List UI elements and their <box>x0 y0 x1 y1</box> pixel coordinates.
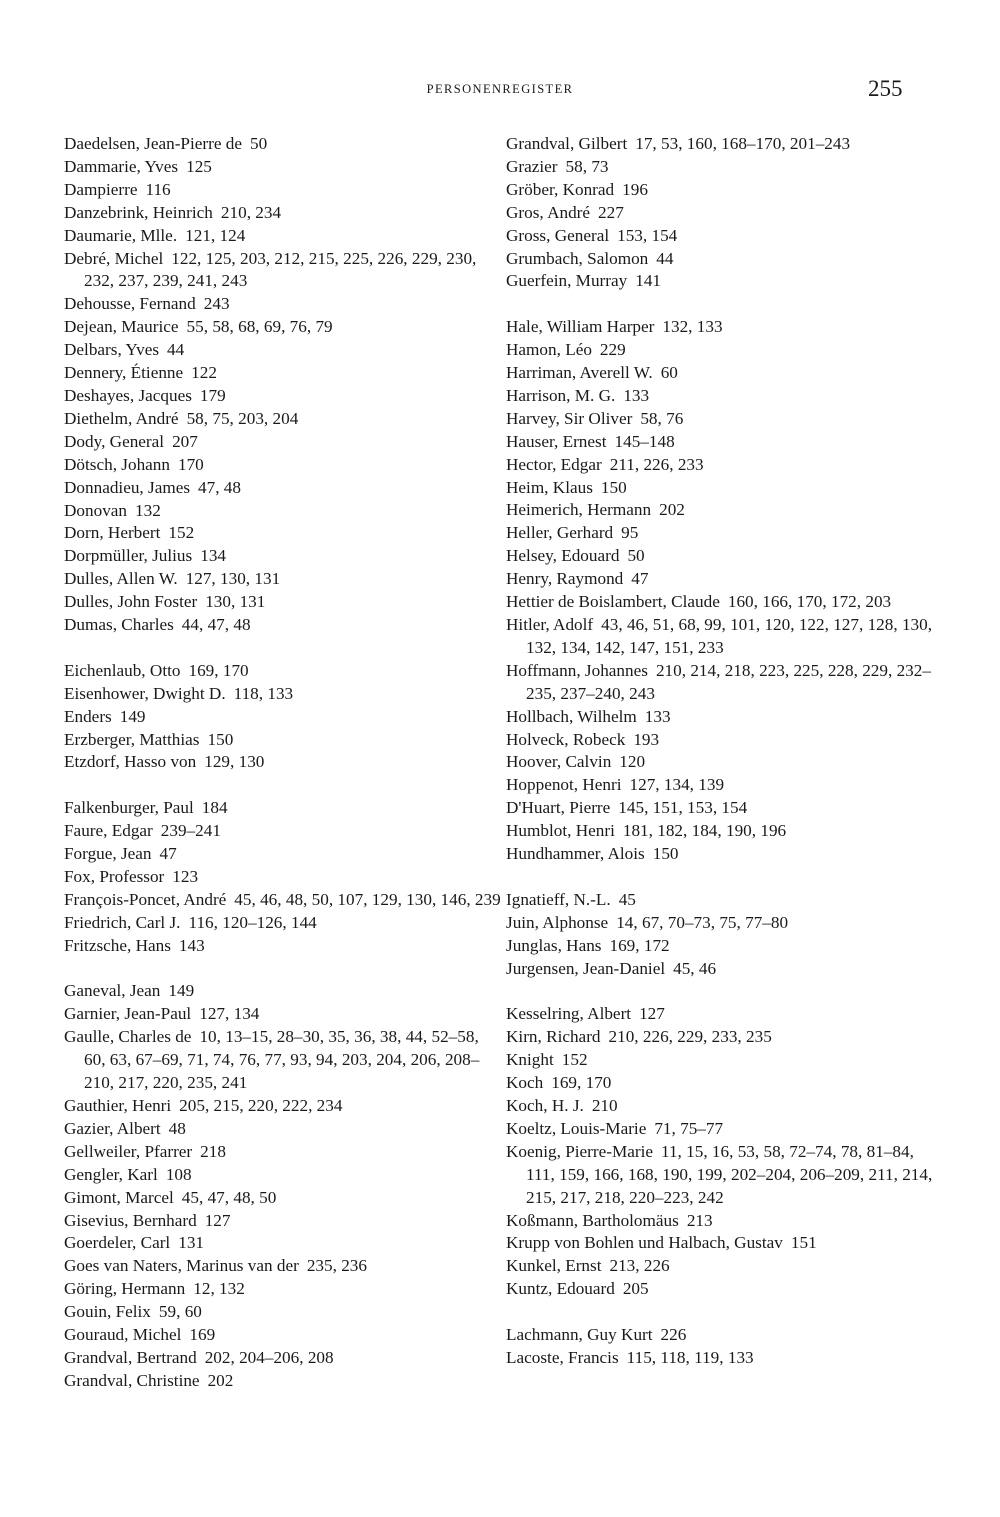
entry-name: Gazier, Albert <box>64 1118 161 1138</box>
entry-name: Dammarie, Yves <box>64 156 179 176</box>
entry-name: Hollbach, Wilhelm <box>506 706 637 726</box>
entry-pages: 160, 166, 170, 172, 203 <box>727 592 892 612</box>
index-entry <box>64 729 504 752</box>
letter-group-gap <box>506 981 946 1004</box>
entry-name: Enders <box>64 706 112 726</box>
index-entry <box>506 477 946 500</box>
index-column-right <box>506 133 946 1370</box>
entry-pages: 47 <box>631 569 649 589</box>
entry-pages: 55, 58, 68, 69, 76, 79 <box>186 317 333 337</box>
entry-name: Etzdorf, Hasso von <box>64 752 197 772</box>
entry-name: Ganeval, Jean <box>64 981 161 1001</box>
entry-name: Gengler, Karl <box>64 1164 158 1184</box>
entry-name: Juin, Alphonse <box>506 912 609 932</box>
entry-pages: 116, 120–126, 144 <box>188 912 317 932</box>
index-entry <box>64 1278 504 1301</box>
index-entry <box>506 339 946 362</box>
index-entry <box>506 935 946 958</box>
index-entry <box>64 797 504 820</box>
index-entry <box>506 156 946 179</box>
entry-pages: 17, 53, 160, 168–170, 201–243 <box>635 134 851 153</box>
index-entry <box>64 866 504 889</box>
entry-name: Jurgensen, Jean-Daniel <box>506 958 666 978</box>
entry-name: Garnier, Jean-Paul <box>64 1004 192 1024</box>
entry-pages: 125 <box>186 156 212 176</box>
entry-name: Hitler, Adolf <box>506 615 594 635</box>
letter-group-gap <box>64 958 504 981</box>
entry-name: Lachmann, Guy Kurt <box>506 1325 653 1345</box>
index-entry <box>506 729 946 752</box>
entry-name: Gauthier, Henri <box>64 1096 172 1116</box>
entry-pages: 205, 215, 220, 222, 234 <box>179 1096 343 1116</box>
letter-group-gap <box>506 1301 946 1324</box>
index-entry <box>506 1095 946 1118</box>
entry-name: Deshayes, Jacques <box>64 385 192 405</box>
index-entry <box>64 660 504 683</box>
index-entry <box>506 1210 946 1233</box>
entry-pages: 47 <box>159 844 177 864</box>
index-entry <box>64 545 504 568</box>
entry-name: Dody, General <box>64 431 165 451</box>
entry-name: Gellweiler, Pfarrer <box>64 1141 193 1161</box>
entry-pages: 226 <box>660 1325 687 1345</box>
index-entry <box>64 1118 504 1141</box>
index-entry <box>506 1255 946 1278</box>
entry-name: Debré, Michel <box>64 248 164 268</box>
index-entry <box>506 248 946 271</box>
entry-name: Hoover, Calvin <box>506 752 612 772</box>
entry-pages: 151 <box>790 1233 817 1253</box>
entry-pages: 116 <box>145 179 171 199</box>
entry-pages: 127 <box>204 1210 231 1230</box>
index-entry <box>506 431 946 454</box>
index-entry <box>64 1095 504 1118</box>
entry-name: Guerfein, Murray <box>506 271 628 291</box>
index-entry <box>506 797 946 820</box>
entry-pages: 181, 182, 184, 190, 196 <box>622 821 787 841</box>
index-entry <box>64 362 504 385</box>
entry-name: Faure, Edgar <box>64 821 153 841</box>
entry-pages: 145, 151, 153, 154 <box>618 798 748 818</box>
index-entry <box>64 1324 504 1347</box>
entry-pages: 133 <box>644 706 671 726</box>
entry-name: Heim, Klaus <box>506 477 593 497</box>
index-entry <box>506 408 946 431</box>
entry-name: Göring, Hermann <box>64 1279 186 1299</box>
index-entry <box>506 912 946 935</box>
entry-name: Gisevius, Bernhard <box>64 1210 197 1230</box>
entry-pages: 132 <box>135 500 161 520</box>
entry-name: Heimerich, Hermann <box>506 500 652 520</box>
entry-pages: 239–241 <box>160 821 221 841</box>
entry-name: Hundhammer, Alois <box>506 844 645 864</box>
entry-name: Dampierre <box>64 179 138 199</box>
entry-pages: 210 <box>591 1096 618 1116</box>
entry-pages: 169, 172 <box>609 935 670 955</box>
entry-name: Harvey, Sir Oliver <box>506 408 633 428</box>
index-entry <box>64 1141 504 1164</box>
entry-name: Hamon, Léo <box>506 340 592 360</box>
index-entry <box>64 1347 504 1370</box>
entry-pages: 133 <box>623 385 650 405</box>
entry-name: Koeltz, Louis-Marie <box>506 1118 647 1138</box>
entry-pages: 115, 118, 119, 133 <box>626 1347 754 1367</box>
entry-pages: 43, 46, 51, 68, 99, 101, 120, 122, 127, 128, 130, 132, 134, 142, 147, 151, 233 <box>526 615 933 657</box>
index-entry <box>64 156 504 179</box>
entry-pages: 108 <box>165 1164 192 1184</box>
entry-name: Falkenburger, Paul <box>64 798 194 818</box>
entry-name: Erzberger, Matthias <box>64 729 200 749</box>
entry-name: Gaulle, Charles de <box>64 1027 192 1047</box>
index-entry <box>64 889 504 912</box>
index-entry <box>506 316 946 339</box>
index-entry <box>506 591 946 614</box>
entry-pages: 202, 204–206, 208 <box>204 1347 334 1367</box>
entry-pages: 58, 75, 203, 204 <box>186 408 299 428</box>
entry-name: Harriman, Averell W. <box>506 363 653 383</box>
entry-name: Harrison, M. G. <box>506 385 616 405</box>
entry-name: Helsey, Edouard <box>506 546 620 566</box>
index-entry <box>64 133 504 156</box>
entry-name: Ignatieff, N.-L. <box>506 889 611 909</box>
entry-name: Goerdeler, Carl <box>64 1233 171 1253</box>
index-entry <box>64 431 504 454</box>
index-entry <box>506 385 946 408</box>
entry-name: Grandval, Bertrand <box>64 1347 197 1367</box>
entry-name: Grumbach, Salomon <box>506 248 649 268</box>
entry-name: D'Huart, Pierre <box>506 798 611 818</box>
entry-pages: 213, 226 <box>609 1256 670 1276</box>
entry-name: Donnadieu, James <box>64 477 191 497</box>
index-entry <box>506 706 946 729</box>
index-entry <box>506 179 946 202</box>
index-entry <box>64 202 504 225</box>
entry-name: Dulles, John Foster <box>64 592 198 612</box>
entry-pages: 153, 154 <box>617 225 678 245</box>
entry-name: Dehousse, Fernand <box>64 294 196 314</box>
entry-pages: 59, 60 <box>158 1302 202 1322</box>
entry-name: Dorn, Herbert <box>64 523 161 543</box>
entry-name: François-Poncet, André <box>64 889 227 909</box>
entry-name: Henry, Raymond <box>506 569 624 589</box>
entry-name: Eisenhower, Dwight D. <box>64 683 226 703</box>
index-entry <box>64 980 504 1003</box>
entry-name: Kuntz, Edouard <box>506 1279 615 1299</box>
entry-pages: 150 <box>652 844 679 864</box>
entry-pages: 207 <box>172 431 198 451</box>
entry-pages: 202 <box>207 1370 234 1390</box>
index-entry <box>64 1255 504 1278</box>
entry-pages: 210, 234 <box>220 202 282 222</box>
index-entry <box>64 316 504 339</box>
entry-name: Knight <box>506 1050 554 1070</box>
entry-pages: 150 <box>600 477 627 497</box>
index-entry <box>506 133 946 156</box>
index-entry <box>506 751 946 774</box>
entry-pages: 45, 46 <box>673 958 717 978</box>
index-entry <box>506 362 946 385</box>
index-entry <box>64 843 504 866</box>
index-entry <box>506 1347 946 1370</box>
index-entry <box>506 202 946 225</box>
page-number: 255 <box>868 76 903 101</box>
entry-pages: 123 <box>172 866 199 886</box>
entry-pages: 131 <box>178 1233 204 1253</box>
index-entry <box>64 293 504 316</box>
index-entry <box>64 751 504 774</box>
entry-pages: 58, 73 <box>565 156 609 176</box>
entry-pages: 127 <box>639 1004 665 1024</box>
index-entry <box>64 591 504 614</box>
entry-name: Friedrich, Carl J. <box>64 912 181 932</box>
letter-group-gap <box>64 774 504 797</box>
entry-pages: 50 <box>250 134 268 153</box>
entry-name: Goes van Naters, Marinus van der <box>64 1256 299 1276</box>
entry-name: Daedelsen, Jean-Pierre de <box>64 134 242 153</box>
index-entry <box>64 225 504 248</box>
index-entry <box>506 774 946 797</box>
entry-pages: 44 <box>167 340 185 360</box>
entry-pages: 58, 76 <box>640 408 684 428</box>
entry-pages: 118, 133 <box>233 683 294 703</box>
entry-pages: 127, 134 <box>199 1004 260 1024</box>
entry-name: Hettier de Boislambert, Claude <box>506 592 720 612</box>
entry-name: Kunkel, Ernst <box>506 1256 602 1276</box>
entry-pages: 44, 47, 48 <box>181 615 251 635</box>
index-entry <box>506 1232 946 1255</box>
running-head: PERSONENREGISTER <box>426 82 574 96</box>
entry-pages: 95 <box>621 523 639 543</box>
entry-pages: 130, 131 <box>205 592 266 612</box>
entry-name: Hoppenot, Henri <box>506 775 622 795</box>
entry-name: Gimont, Marcel <box>64 1187 174 1207</box>
entry-pages: 45, 47, 48, 50 <box>181 1187 277 1207</box>
entry-name: Lacoste, Francis <box>506 1347 619 1367</box>
index-entry <box>506 1026 946 1049</box>
entry-name: Hauser, Ernest <box>506 431 607 451</box>
entry-name: Heller, Gerhard <box>506 523 614 543</box>
entry-pages: 196 <box>622 179 648 199</box>
entry-name: Forgue, Jean <box>64 844 152 864</box>
entry-pages: 60 <box>660 363 678 383</box>
entry-pages: 141 <box>635 271 662 291</box>
entry-pages: 129, 130 <box>204 752 265 772</box>
letter-group-gap <box>506 866 946 889</box>
index-entry <box>506 1278 946 1301</box>
entry-pages: 205 <box>622 1279 649 1299</box>
entry-pages: 71, 75–77 <box>654 1118 724 1138</box>
index-entry <box>64 683 504 706</box>
index-entry <box>506 225 946 248</box>
entry-pages: 152 <box>168 523 195 543</box>
index-entry <box>64 1003 504 1026</box>
entry-pages: 12, 132 <box>193 1279 245 1299</box>
entry-pages: 210, 214, 218, 223, 225, 228, 229, 232–235, 237–240, 243 <box>526 660 931 703</box>
entry-pages: 179 <box>199 385 226 405</box>
entry-pages: 235, 236 <box>306 1256 367 1276</box>
entry-pages: 120 <box>619 752 646 772</box>
index-entry <box>64 1370 504 1393</box>
entry-name: Junglas, Hans <box>506 935 602 955</box>
entry-pages: 132, 133 <box>662 317 723 337</box>
entry-pages: 44 <box>656 248 674 268</box>
entry-name: Koßmann, Bartholomäus <box>506 1210 679 1230</box>
entry-name: Koch, H. J. <box>506 1096 584 1116</box>
entry-pages: 122 <box>191 363 217 383</box>
entry-name: Daumarie, Mlle. <box>64 225 178 245</box>
index-entry <box>64 477 504 500</box>
entry-name: Hoffmann, Johannes <box>506 660 648 680</box>
entry-name: Dorpmüller, Julius <box>64 546 193 566</box>
entry-name: Donovan <box>64 500 128 520</box>
index-entry <box>64 1187 504 1210</box>
entry-pages: 213 <box>686 1210 713 1230</box>
entry-pages: 50 <box>627 546 645 566</box>
index-entry <box>506 1003 946 1026</box>
entry-name: Danzebrink, Heinrich <box>64 202 213 222</box>
index-entry <box>506 889 946 912</box>
entry-name: Gouraud, Michel <box>64 1325 182 1345</box>
entry-pages: 48 <box>168 1118 186 1138</box>
entry-pages: 211, 226, 233 <box>609 454 704 474</box>
entry-pages: 47, 48 <box>198 477 241 497</box>
index-entry <box>64 935 504 958</box>
index-entry <box>506 820 946 843</box>
entry-pages: 149 <box>168 981 195 1001</box>
entry-pages: 243 <box>203 294 230 314</box>
entry-name: Hector, Edgar <box>506 454 602 474</box>
entry-pages: 152 <box>561 1050 588 1070</box>
index-entry <box>506 660 946 706</box>
index-entry <box>64 1301 504 1324</box>
index-entry <box>506 1072 946 1095</box>
index-entry <box>64 339 504 362</box>
index-entry <box>64 408 504 431</box>
entry-pages: 149 <box>119 706 146 726</box>
entry-name: Hale, William Harper <box>506 317 655 337</box>
entry-name: Grandval, Christine <box>64 1370 200 1390</box>
entry-name: Kesselring, Albert <box>506 1004 632 1024</box>
index-entry <box>506 1324 946 1347</box>
entry-pages: 45, 46, 48, 50, 107, 129, 130, 146, 239 <box>234 889 501 909</box>
entry-pages: 14, 67, 70–73, 75, 77–80 <box>616 912 789 932</box>
entry-pages: 169, 170 <box>551 1073 612 1093</box>
index-entry <box>506 1141 946 1210</box>
entry-pages: 10, 13–15, 28–30, 35, 36, 38, 44, 52–58, 60, 63, 67–69, 71, 74, 76, 77, 93, 94, 203, 204, 206, 208–210, 217, 220, 235, 241 <box>84 1027 480 1093</box>
index-entry <box>506 614 946 660</box>
entry-name: Grandval, Gilbert <box>506 134 628 153</box>
index-entry <box>64 1232 504 1255</box>
entry-name: Dejean, Maurice <box>64 317 179 337</box>
entry-pages: 121, 124 <box>185 225 246 245</box>
entry-pages: 11, 15, 16, 53, 58, 72–74, 78, 81–84, 111, 159, 166, 168, 190, 199, 202–204, 206–209, 211, 214, 215, 217, 218, 220–223, 242 <box>526 1141 933 1207</box>
index-entry <box>506 270 946 293</box>
entry-pages: 218 <box>200 1141 226 1161</box>
entry-pages: 227 <box>598 202 624 222</box>
entry-name: Grazier <box>506 156 558 176</box>
entry-pages: 193 <box>633 729 660 749</box>
index-entry <box>64 454 504 477</box>
index-entry <box>64 522 504 545</box>
index-entry <box>506 522 946 545</box>
entry-name: Fox, Professor <box>64 866 165 886</box>
entry-pages: 134 <box>200 546 226 566</box>
index-entry <box>64 706 504 729</box>
entry-name: Eichenlaub, Otto <box>64 660 181 680</box>
entry-name: Gros, André <box>506 202 591 222</box>
index-entry <box>506 843 946 866</box>
index-entry <box>506 1049 946 1072</box>
entry-name: Delbars, Yves <box>64 340 160 360</box>
index-entry <box>506 545 946 568</box>
index-entry <box>64 568 504 591</box>
entry-pages: 169, 170 <box>188 660 249 680</box>
index-entry <box>506 568 946 591</box>
index-entry <box>64 1026 504 1095</box>
entry-name: Gouin, Felix <box>64 1302 151 1322</box>
letter-group-gap <box>64 637 504 660</box>
entry-name: Koch <box>506 1073 544 1093</box>
entry-name: Koenig, Pierre-Marie <box>506 1141 653 1161</box>
entry-pages: 145–148 <box>614 431 675 451</box>
entry-pages: 169 <box>189 1325 216 1345</box>
index-entry <box>506 1118 946 1141</box>
entry-pages: 229 <box>599 340 626 360</box>
entry-name: Gross, General <box>506 225 610 245</box>
index-entry <box>64 912 504 935</box>
index-entry <box>64 500 504 523</box>
entry-name: Holveck, Robeck <box>506 729 626 749</box>
entry-name: Dulles, Allen W. <box>64 569 178 589</box>
entry-pages: 202 <box>659 500 685 520</box>
entry-name: Dötsch, Johann <box>64 454 170 474</box>
index-entry <box>64 1164 504 1187</box>
entry-name: Kirn, Richard <box>506 1027 601 1047</box>
entry-name: Krupp von Bohlen und Halbach, Gustav <box>506 1233 783 1253</box>
entry-pages: 122, 125, 203, 212, 215, 225, 226, 229, 230, 232, 237, 239, 241, 243 <box>84 248 477 291</box>
index-entry <box>506 454 946 477</box>
entry-pages: 150 <box>207 729 234 749</box>
index-entry <box>64 248 504 294</box>
entry-name: Dumas, Charles <box>64 615 174 635</box>
index-entry <box>64 179 504 202</box>
entry-name: Dennery, Étienne <box>64 363 184 383</box>
entry-pages: 127, 134, 139 <box>629 775 725 795</box>
entry-pages: 127, 130, 131 <box>185 569 281 589</box>
entry-name: Humblot, Henri <box>506 821 615 841</box>
index-entry <box>506 958 946 981</box>
index-entry <box>64 385 504 408</box>
entry-name: Gröber, Konrad <box>506 179 615 199</box>
index-entry <box>64 1210 504 1233</box>
entry-pages: 184 <box>201 798 228 818</box>
index-entry <box>64 820 504 843</box>
entry-pages: 45 <box>618 889 636 909</box>
letter-group-gap <box>506 293 946 316</box>
index-entry <box>506 499 946 522</box>
entry-name: Fritzsche, Hans <box>64 935 171 955</box>
entry-pages: 210, 226, 229, 233, 235 <box>608 1027 772 1047</box>
entry-pages: 143 <box>178 935 205 955</box>
index-column-left <box>64 133 504 1393</box>
entry-pages: 170 <box>177 454 204 474</box>
index-entry <box>64 614 504 637</box>
entry-name: Diethelm, André <box>64 408 179 428</box>
